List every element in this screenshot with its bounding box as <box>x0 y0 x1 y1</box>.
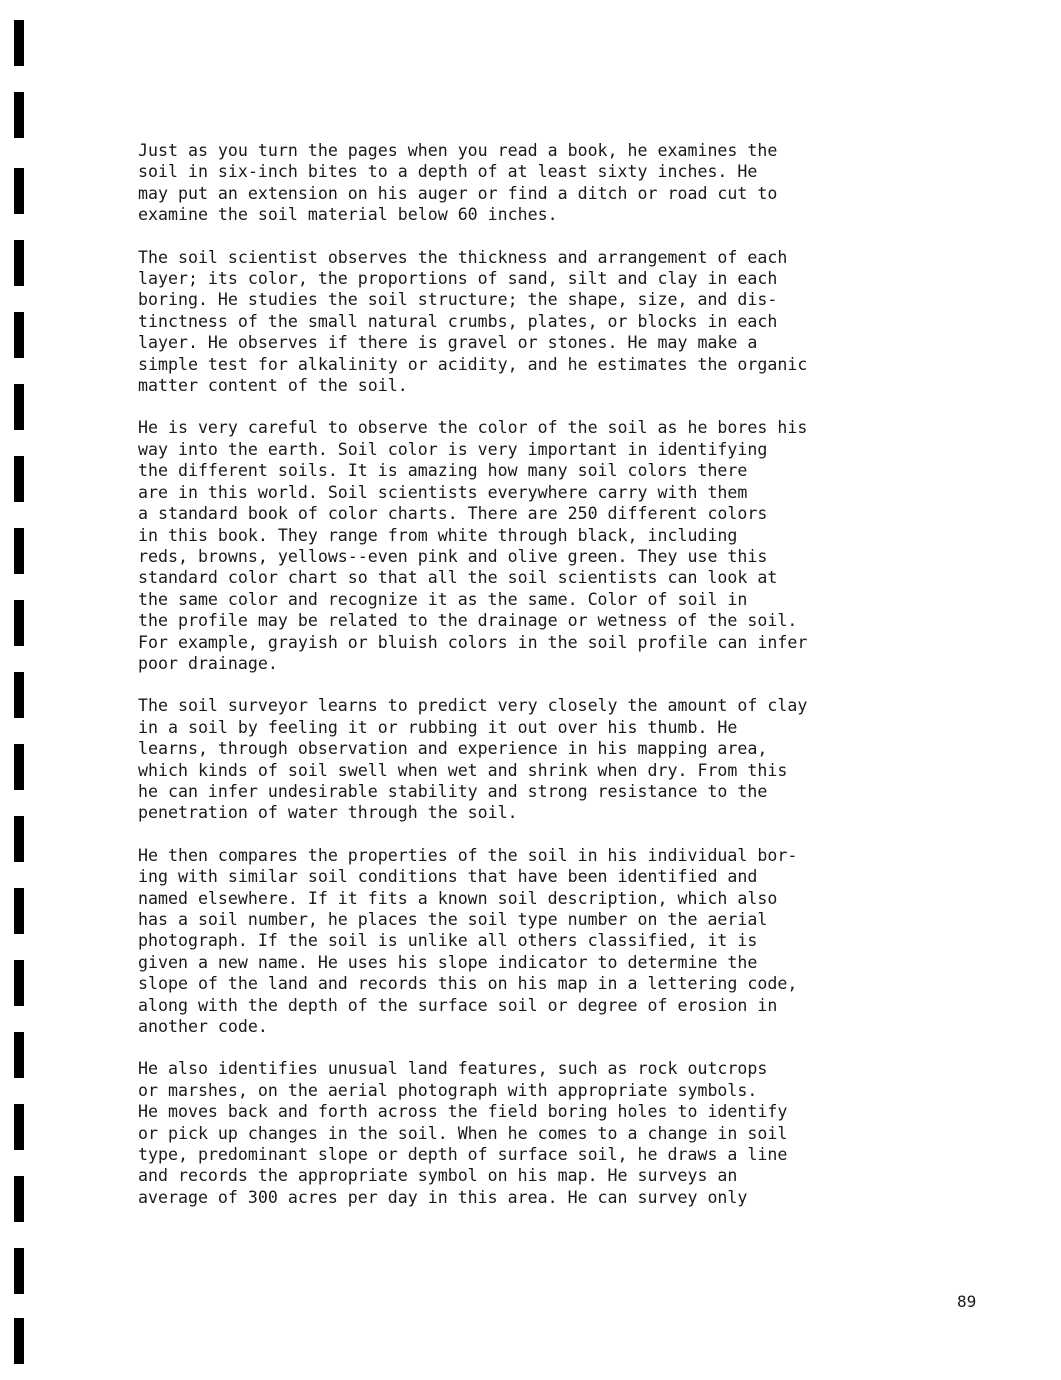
text-line: He also identifies unusual land features, such as rock outcrops <box>138 1059 768 1079</box>
text-line: For example, grayish or bluish colors in the soil profile can infer <box>138 632 808 652</box>
text-line: average of 300 acres per day in this area. He can survey only <box>138 1187 748 1207</box>
text-line: boring. He studies the soil structure; the shape, size, and dis- <box>138 290 778 310</box>
binding-hole <box>14 1318 24 1364</box>
binding-hole <box>14 312 24 358</box>
paragraph <box>138 140 1008 226</box>
text-line: penetration of water through the soil. <box>138 803 518 823</box>
text-line: soil in six-inch bites to a depth of at least sixty inches. He <box>138 162 758 182</box>
text-line: layer. He observes if there is gravel or stones. He may make a <box>138 333 758 353</box>
text-line: examine the soil material below 60 inches. <box>138 205 558 225</box>
binding-holes <box>0 0 40 1380</box>
text-line: layer; its color, the proportions of sand, silt and clay in each <box>138 269 778 289</box>
text-line: and records the appropriate symbol on his map. He surveys an <box>138 1166 738 1186</box>
text-line: named elsewhere. If it fits a known soil description, which also <box>138 888 778 908</box>
text-line: He is very careful to observe the color of the soil as he bores his <box>138 418 808 438</box>
text-line: slope of the land and records this on his map in a lettering code, <box>138 974 798 994</box>
text-line: The soil surveyor learns to predict very closely the amount of clay <box>138 696 808 716</box>
binding-hole <box>14 456 24 502</box>
text-line: the profile may be related to the drainage or wetness of the soil. <box>138 611 798 631</box>
text-line: given a new name. He uses his slope indicator to determine the <box>138 952 758 972</box>
text-line: in this book. They range from white through black, including <box>138 525 738 545</box>
text-line: The soil scientist observes the thickness and arrangement of each <box>138 247 788 267</box>
binding-hole <box>14 168 24 214</box>
text-line: in a soil by feeling it or rubbing it out over his thumb. He <box>138 717 738 737</box>
binding-hole <box>14 20 24 66</box>
text-line: tinctness of the small natural crumbs, plates, or blocks in each <box>138 311 778 331</box>
binding-hole <box>14 240 24 286</box>
paragraph <box>138 247 1008 397</box>
text-line: has a soil number, he places the soil type number on the aerial <box>138 910 768 929</box>
binding-hole <box>14 384 24 430</box>
page-number: 89 <box>957 1292 977 1311</box>
text-line: ing with similar soil conditions that have been identified and <box>138 867 758 887</box>
text-line: which kinds of soil swell when wet and shrink when dry. From this <box>138 760 788 780</box>
text-line: or pick up changes in the soil. When he comes to a change in soil <box>138 1123 788 1143</box>
text-line: simple test for alkalinity or acidity, and he estimates the organic <box>138 354 808 374</box>
paragraph <box>138 1058 1008 1208</box>
binding-hole <box>14 744 24 790</box>
paragraph <box>138 695 1008 823</box>
text-line: standard color chart so that all the soil scientists can look at <box>138 568 778 588</box>
binding-hole <box>14 888 24 934</box>
text-line: poor drainage. <box>138 653 278 673</box>
binding-hole <box>14 528 24 574</box>
paragraph <box>138 417 1008 674</box>
text-line: a standard book of color charts. There are 250 different colors <box>138 504 768 524</box>
binding-hole <box>14 92 24 138</box>
text-line: way into the earth. Soil color is very important in identifying <box>138 439 768 459</box>
binding-hole <box>14 1032 24 1078</box>
text-line: another code. <box>138 1017 268 1037</box>
paragraph <box>138 845 1008 1038</box>
text-line: he can infer undesirable stability and strong resistance to the <box>138 781 768 801</box>
binding-hole <box>14 672 24 718</box>
text-line: matter content of the soil. <box>138 376 408 396</box>
text-line: or marshes, on the aerial photograph with appropriate symbols. <box>138 1080 758 1100</box>
text-line: He moves back and forth across the field boring holes to identify <box>138 1102 788 1122</box>
text-line: photograph. If the soil is unlike all others classified, it is <box>138 931 758 951</box>
text-line: the same color and recognize it as the same. Color of soil in <box>138 589 748 609</box>
binding-hole <box>14 816 24 862</box>
text-line: He then compares the properties of the soil in his individual bor- <box>138 845 798 865</box>
text-line: learns, through observation and experience in his mapping area, <box>138 739 768 759</box>
text-line: Just as you turn the pages when you read a book, he examines the <box>138 141 778 160</box>
text-line: the different soils. It is amazing how many soil colors there <box>138 461 748 481</box>
text-line: type, predominant slope or depth of surface soil, he draws a line <box>138 1145 788 1165</box>
binding-hole <box>14 1104 24 1150</box>
text-line: are in this world. Soil scientists everywhere carry with them <box>138 482 748 502</box>
binding-hole <box>14 1248 24 1294</box>
text-line: along with the depth of the surface soil or degree of erosion in <box>138 995 778 1015</box>
binding-hole <box>14 1176 24 1222</box>
text-line: reds, browns, yellows--even pink and olive green. They use this <box>138 546 768 566</box>
text-line: may put an extension on his auger or find a ditch or road cut to <box>138 183 778 203</box>
binding-hole <box>14 960 24 1006</box>
page-body <box>138 140 1008 1229</box>
binding-hole <box>14 600 24 646</box>
